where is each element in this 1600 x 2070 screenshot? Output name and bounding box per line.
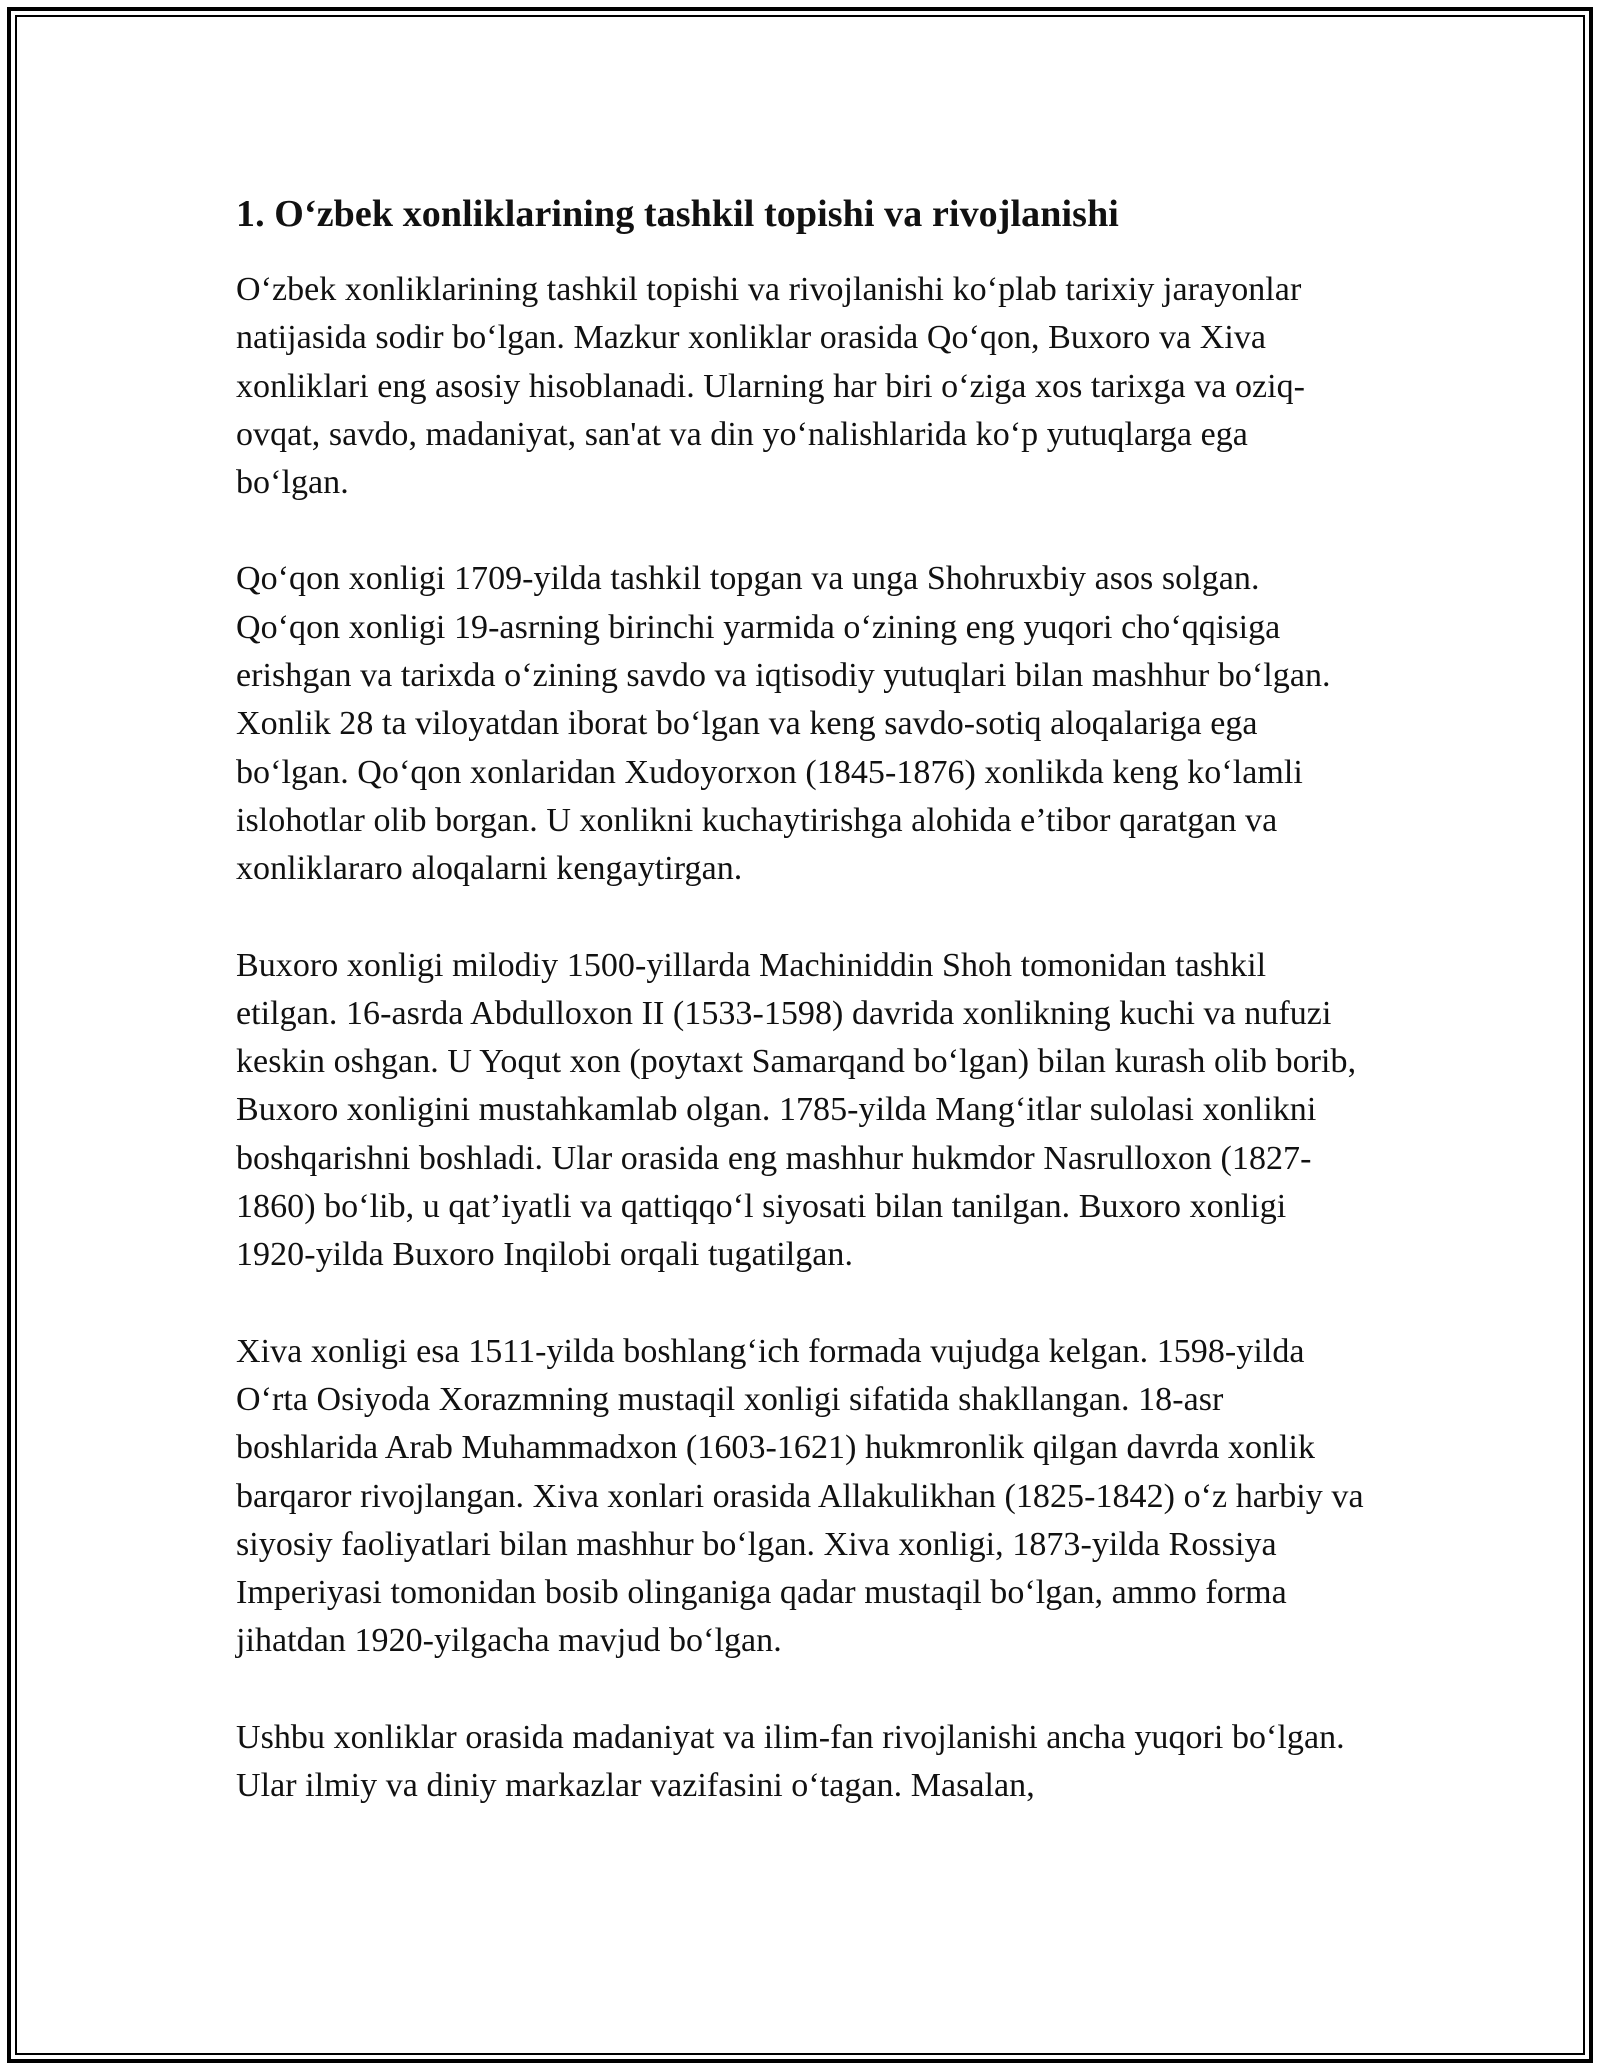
paragraph-qoqon: Qo‘qon xonligi 1709-yilda tashkil topgan va unga Shohruxbiy asos solgan. Qo‘qon xonligi 19-asrning birinchi yarmida o‘zining eng yuqori cho‘qqisiga erishgan va tarixda o‘zining savdo va iqtisodiy yutuqlari bilan mashhur bo‘lgan. Xonlik 28 ta viloyatdan iborat bo‘lgan va keng savdo-sotiq aloqalariga ega bo‘lgan. Qo‘qon xonlaridan Xudoyorxon (1845-1876) xonlikda keng ko‘lamli islohotlar olib borgan. U xonlikni kuchaytirishga alohida e’tibor qaratgan va xonliklararo aloqalarni kengaytirgan. <box>236 560 1331 888</box>
paragraph-intro: O‘zbek xonliklarining tashkil topishi va rivojlanishi ko‘plab tarixiy jarayonlar natijasida sodir bo‘lgan. Mazkur xonliklar orasida Qo‘qon, Buxoro va Xiva xonliklari eng asosiy hisoblanadi. Ularning har biri o‘ziga xos tarixga va oziq-ovqat, savdo, madaniyat, san'at va din yo‘nalishlarida ko‘p yutuqlarga ega bo‘lgan. <box>236 271 1306 502</box>
document-body <box>236 188 1366 1858</box>
paragraph-culture: Ushbu xonliklar orasida madaniyat va ilim-fan rivojlanishi ancha yuqori bo‘lgan. Ular ilmiy va diniy markazlar vazifasini o‘tagan. Masalan, <box>236 1718 1345 1805</box>
paragraph-xiva: Xiva xonligi esa 1511-yilda boshlang‘ich formada vujudga kelgan. 1598-yilda O‘rta Osiyoda Xorazmning mustaqil xonligi sifatida shakllangan. 18-asr boshlarida Arab Muhammadxon (1603-1621) hukmronlik qilgan davrda xonlik barqaror rivojlangan. Xiva xonlari orasida Allakulikhan (1825-1842) o‘z harbiy va siyosiy faoliyatlari bilan mashhur bo‘lgan. Xiva xonligi, 1873-yilda Rossiya Imperiyasi tomonidan bosib olinganiga qadar mustaqil bo‘lgan, ammo forma jihatdan 1920-yilgacha mavjud bo‘lgan. <box>236 1332 1364 1660</box>
paragraph-buxoro: Buxoro xonligi milodiy 1500-yillarda Machiniddin Shoh tomonidan tashkil etilgan. 16-asrda Abdulloxon II (1533-1598) davrida xonlikning kuchi va nufuzi keskin oshgan. U Yoqut xon (poytaxt Samarqand bo‘lgan) bilan kurash olib borib, Buxoro xonligini mustahkamlab olgan. 1785-yilda Mang‘itlar sulolasi xonlikni boshqarishni boshladi. Ular orasida eng mashhur hukmdor Nasrulloxon (1827-1860) bo‘lib, u qat’iyatli va qattiqqo‘l siyosati bilan tanilgan. Buxoro xonligi 1920-yilda Buxoro Inqilobi orqali tugatilgan. <box>236 946 1357 1274</box>
section-heading: 1. O‘zbek xonliklarining tashkil topishi va rivojlanishi <box>236 193 1119 235</box>
